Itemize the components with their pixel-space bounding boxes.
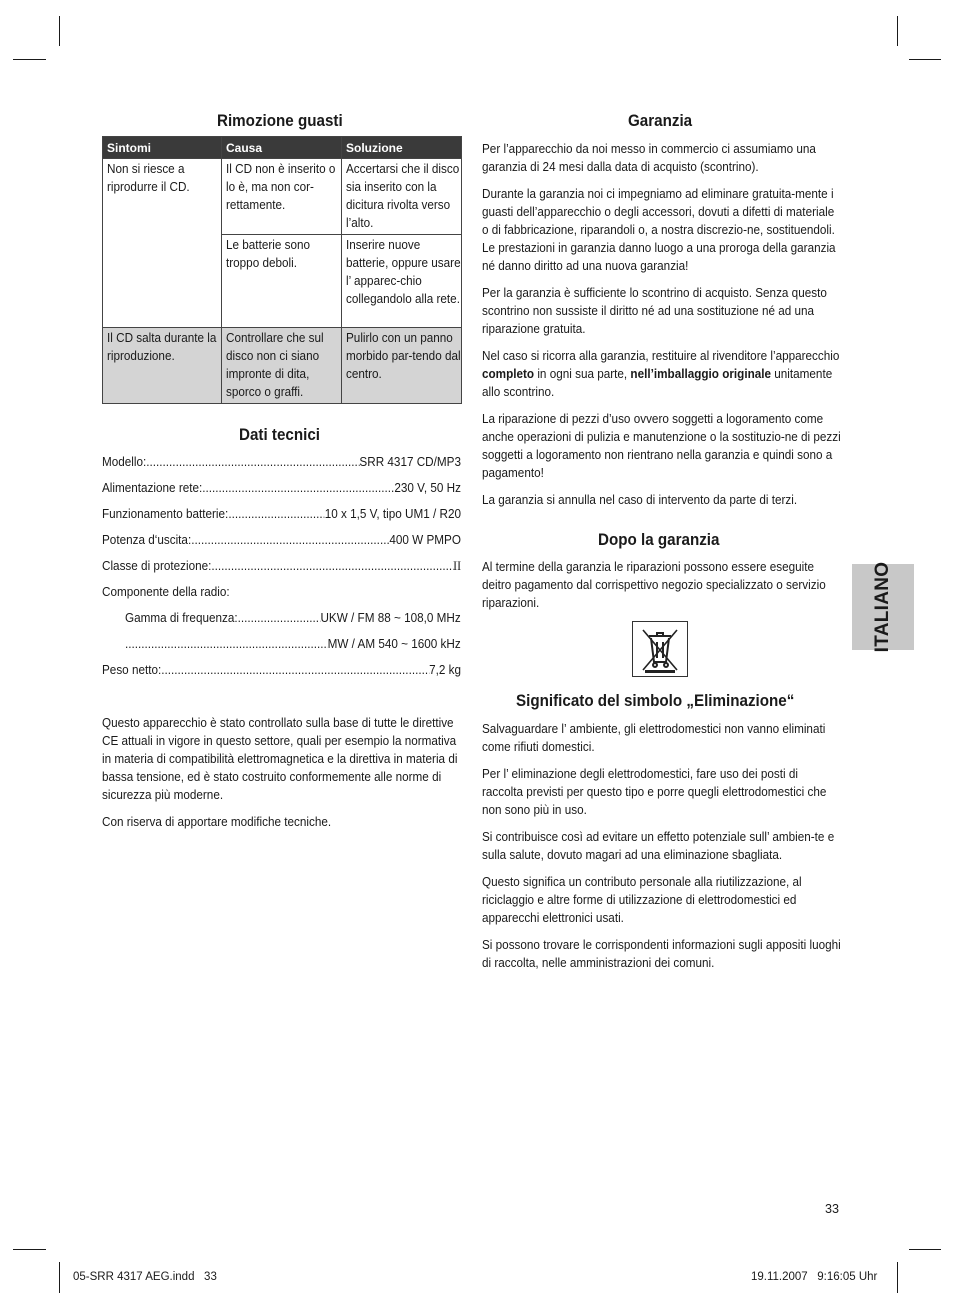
spec-row-weight: Peso netto: ..... 7,2 kg [102, 661, 461, 679]
trouble-title: Rimozione guasti [217, 112, 343, 130]
warranty-paragraph: Per l’apparecchio da noi messo in commercio ci assumiamo una garanzia di 24 mesi dalla data di acquisto (scontrino). [482, 142, 816, 174]
after-warranty-title: Dopo la garanzia [598, 531, 720, 549]
column-header-symptoms: Sintomi [103, 137, 222, 159]
disposal-paragraph: Si possono trovare le corrispondenti informazioni sugli appositi luoghi di raccolta, nelle amministrazioni dei comuni. [482, 938, 841, 970]
disposal-section [482, 720, 842, 972]
spec-row-power-supply: Alimentazione rete: ..... 230 V, 50 Hz [102, 479, 461, 497]
spec-row-model: Modello: ..... SRR 4317 CD/MP3 [102, 453, 461, 471]
crop-mark [909, 59, 941, 60]
footer-file: 05-SRR 4317 AEG.indd 33 [73, 1271, 217, 1283]
after-warranty-section [482, 558, 842, 612]
column-header-cause: Causa [222, 137, 342, 159]
crop-mark [897, 16, 898, 46]
crop-mark [909, 1249, 941, 1250]
warranty-paragraph: Per la garanzia è sufficiente lo scontrino di acquisto. Senza questo scontrino non sussiste il diritto né ad una sostituzione né ad una riparazione gratuita. [482, 286, 827, 336]
language-tab [852, 561, 914, 653]
table-header-row [103, 137, 462, 159]
ce-section [102, 714, 462, 831]
solution-cell: Inserire nuove batterie, oppure usare l’ apparec-chio collegandolo alla rete. [342, 235, 462, 328]
crop-mark [59, 16, 60, 46]
language-tab-label: ITALIANO [872, 561, 893, 653]
warranty-paragraph: La garanzia si annulla nel caso di intervento da parte di terzi. [482, 493, 798, 507]
disposal-paragraph: Salvaguardare l’ ambiente, gli elettrodomestici non vanno eliminati come rifiuti domestici. [482, 722, 826, 754]
symptom-cell: Il CD salta durante la riproduzione. [103, 328, 222, 404]
warranty-paragraph: La riparazione di pezzi d’uso ovvero soggetti a logoramento come anche operazioni di pulizia e manutenzione o la sostituzio-ne di pezzi soggetti a logoramento non rientrano nella garanzia e quindi sono a pagamento! [482, 412, 841, 480]
crop-mark [897, 1262, 898, 1293]
crossed-bin-icon [632, 621, 688, 677]
spec-row-output-power: Potenza d‘uscita: ..... 400 W PMPO [102, 531, 461, 549]
disposal-paragraph: Si contribuisce così ad evitare un effetto potenziale sull’ ambien-te e sulla salute, dovuto magari ad una eliminazione sbagliata. [482, 830, 835, 862]
ce-statement: Questo apparecchio è stato controllato sulla base di tutte le direttive CE attuali in vigore in questo settore, quali per esempio la normativa in materia di compatibilità elettromagnetica e la direttiva in materia di bassa tensione, ed è stato costruito conformemente alle norme di sicurezza più moderne. [102, 716, 458, 802]
crop-mark [59, 1262, 60, 1293]
cause-cell: Le batterie sono troppo deboli. [222, 235, 342, 328]
warranty-paragraph: Nel caso si ricorra alla garanzia, restituire al rivenditore l’apparecchio completo in ogni sua parte, nell’imballaggio originale unitamente allo scontrino. [482, 349, 840, 399]
warranty-section [482, 140, 842, 509]
warranty-title: Garanzia [628, 112, 693, 130]
spec-row-protection-class: Classe di protezione: ..... II [102, 557, 461, 575]
tech-title: Dati tecnici [239, 426, 320, 444]
page-number: 33 [825, 1202, 840, 1216]
warranty-paragraph: Durante la garanzia noi ci impegniamo ad eliminare gratuita-mente i guasti dell’apparecchio o degli accessori, dovuti a difetti di materiale o di fabbricazione, riparandoli o, a nostra discrezio-ne, sostituendoli. Le prestazioni in garanzia danno luogo a una proroga della garanzia né danno diritto ad una nuova garanzia! [482, 187, 836, 273]
column-header-solution: Soluzione [342, 137, 462, 159]
spec-radio-label: Componente della radio: [102, 585, 230, 599]
disposal-paragraph: Questo significa un contributo personale alla riutilizzazione, al riciclaggio e altre forme di utilizzazione di elettrodomestici ed apparecchi elettronici usati. [482, 875, 802, 925]
table-row [103, 159, 462, 235]
crop-mark [13, 59, 46, 60]
cause-cell: Controllare che sul disco non ci siano impronte di dita, sporco o graffi. [222, 328, 342, 404]
solution-cell: Accertarsi che il disco sia inserito con la dicitura rivolta verso l’alto. [342, 159, 462, 235]
solution-cell: Pulirlo con un panno morbido par-tendo dal centro. [342, 328, 462, 404]
crop-mark [13, 1249, 46, 1250]
technical-changes-note: Con riserva di apportare modifiche tecniche. [102, 815, 332, 829]
cause-cell: Il CD non è inserito o lo è, ma non cor-rettamente. [222, 159, 342, 235]
disposal-paragraph: Per l’ eliminazione degli elettrodomestici, fare uso dei posti di raccolta previsti per questo tipo e porre quegli elettrodomestici che non sono più in uso. [482, 767, 827, 817]
spec-row-frequency-fm: Gamma di frequenza: ..... UKW / FM 88 ~ 108,0 MHz [125, 609, 461, 627]
disposal-title: Significato del simbolo „Eliminazione“ [516, 692, 795, 710]
table-row [103, 328, 462, 404]
troubleshooting-table [102, 136, 462, 404]
symptom-cell: Non si riesce a riprodurre il CD. [103, 159, 222, 328]
spec-row-frequency-am: ..... MW / AM 540 ~ 1600 kHz [125, 635, 461, 653]
after-warranty-text: Al termine della garanzia le riparazioni possono essere eseguite deitro pagamento dal corrispettivo negozio specializzato o servizio riparazioni. [482, 560, 826, 610]
spec-row-battery: Funzionamento batterie: ..... 10 x 1,5 V, tipo UM1 / R20 [102, 505, 461, 523]
footer-date: 19.11.2007 9:16:05 Uhr [751, 1271, 878, 1283]
